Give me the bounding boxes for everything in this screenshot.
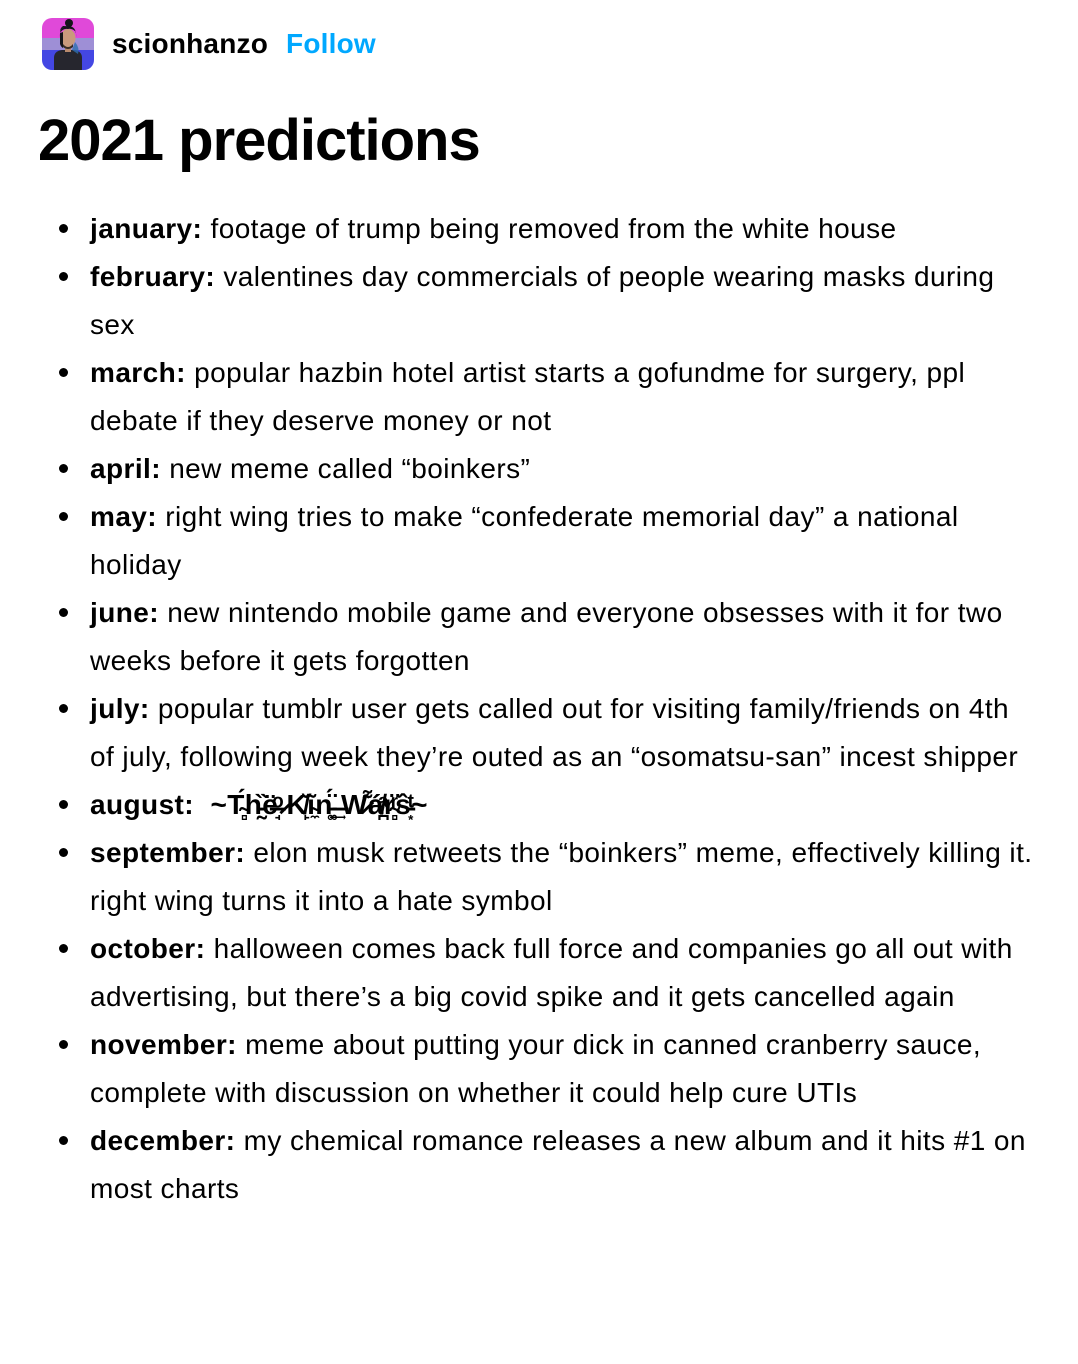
post-title: 2021 predictions <box>38 108 480 173</box>
list-item <box>38 685 1040 781</box>
month-label: march: <box>90 356 186 388</box>
month-label: may: <box>90 500 158 532</box>
predictions-list <box>38 205 1040 1213</box>
list-item <box>38 349 1040 445</box>
username-link[interactable]: scionhanzo <box>112 28 269 59</box>
post-header <box>38 16 1040 72</box>
prediction-text: new nintendo mobile game and everyone obsesses with it for two weeks before it gets forgotten <box>90 596 1003 676</box>
month-label: august: <box>90 788 195 820</box>
list-item <box>38 253 1040 349</box>
month-label: october: <box>90 932 206 964</box>
month-label: july: <box>90 692 150 724</box>
list-item <box>38 445 1040 493</box>
list-item <box>38 925 1040 1021</box>
list-item <box>38 1021 1040 1117</box>
prediction-text: ~T̴̻́h̵̰̏ë̶̘ͦ ̷K̸̙̆ĩ̴̼n̵͚̈́͢ ̶W̷͑͌á̸̪ͣr̴̻̈ͬŝ̵͙ͭ~ <box>202 788 428 820</box>
follow-button[interactable]: Follow <box>286 28 376 59</box>
prediction-text: popular hazbin hotel artist starts a gofundme for surgery, ppl debate if they deserve money or not <box>90 356 966 436</box>
month-label: june: <box>90 596 159 628</box>
list-item <box>38 829 1040 925</box>
avatar[interactable] <box>42 18 94 70</box>
prediction-text: elon musk retweets the “boinkers” meme, effectively killing it. right wing turns it into a hate symbol <box>90 836 1033 916</box>
month-label: september: <box>90 836 246 868</box>
prediction-text: halloween comes back full force and companies go all out with advertising, but there’s a big covid spike and it gets cancelled again <box>90 932 1013 1012</box>
list-item <box>38 205 1040 253</box>
month-label: january: <box>90 212 203 244</box>
month-label: december: <box>90 1124 236 1156</box>
avatar-illustration <box>42 18 94 70</box>
list-item <box>38 781 1040 829</box>
prediction-text: footage of trump being removed from the white house <box>210 212 897 244</box>
prediction-text: meme about putting your dick in canned cranberry sauce, complete with discussion on whether it could help cure UTIs <box>90 1028 982 1108</box>
list-item <box>38 589 1040 685</box>
prediction-text: valentines day commercials of people wearing masks during sex <box>90 260 995 340</box>
prediction-text: popular tumblr user gets called out for visiting family/friends on 4th of july, following week they’re outed as an “osomatsu-san” incest shipper <box>90 692 1019 772</box>
list-item <box>38 493 1040 589</box>
list-item <box>38 1117 1040 1213</box>
month-label: february: <box>90 260 216 292</box>
month-label: april: <box>90 452 161 484</box>
prediction-text: right wing tries to make “confederate memorial day” a national holiday <box>90 500 959 580</box>
month-label: november: <box>90 1028 237 1060</box>
prediction-text: new meme called “boinkers” <box>169 452 531 484</box>
prediction-text: my chemical romance releases a new album and it hits #1 on most charts <box>90 1124 1026 1204</box>
